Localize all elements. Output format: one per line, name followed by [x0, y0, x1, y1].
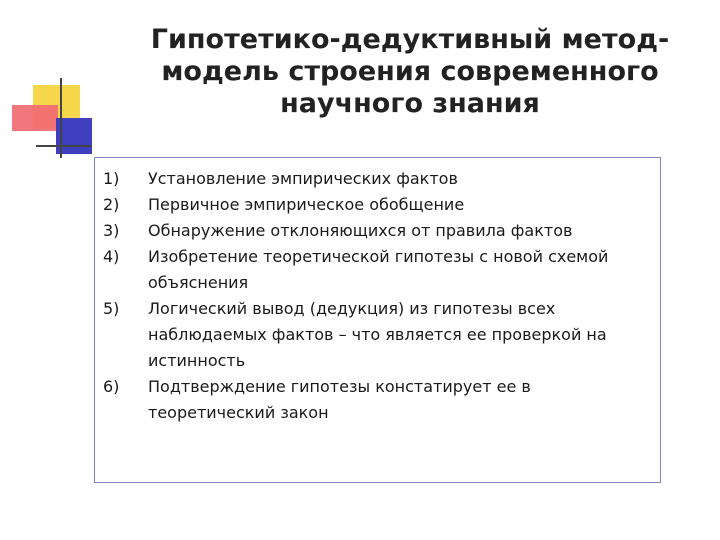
item-number: 5): [103, 299, 120, 318]
item-number: 4): [103, 247, 120, 266]
item-number: 1): [103, 169, 120, 188]
title-line-1: Гипотетико-дедуктивный метод-: [150, 24, 670, 55]
item-text: Подтверждение гипотезы констатирует ее в теоретический закон: [148, 377, 531, 422]
item-text: Логический вывод (дедукция) из гипотезы всех наблюдаемых фактов – что является ее проверкой на истинность: [148, 299, 607, 370]
item-number: 2): [103, 195, 120, 214]
item-text: Обнаружение отклоняющихся от правила фактов: [148, 221, 573, 240]
list-item: [95, 244, 660, 296]
slide-title: [110, 24, 710, 120]
red-square: [12, 105, 58, 131]
item-number: 6): [103, 377, 120, 396]
list-item: [95, 296, 660, 374]
item-text: Первичное эмпирическое обобщение: [148, 195, 465, 214]
steps-list: [95, 166, 660, 426]
item-text: Установление эмпирических фактов: [148, 169, 458, 188]
title-line-2: модель строения современного: [161, 56, 659, 87]
list-item: [95, 192, 660, 218]
list-item: [95, 374, 660, 426]
list-item: [95, 218, 660, 244]
content-frame: [94, 157, 661, 483]
title-line-3: научного знания: [280, 88, 540, 119]
item-text: Изобретение теоретической гипотезы с новой схемой объяснения: [148, 247, 609, 292]
item-number: 3): [103, 221, 120, 240]
horizontal-rule: [36, 145, 92, 147]
decorative-squares: [0, 0, 120, 170]
list-item: [95, 166, 660, 192]
